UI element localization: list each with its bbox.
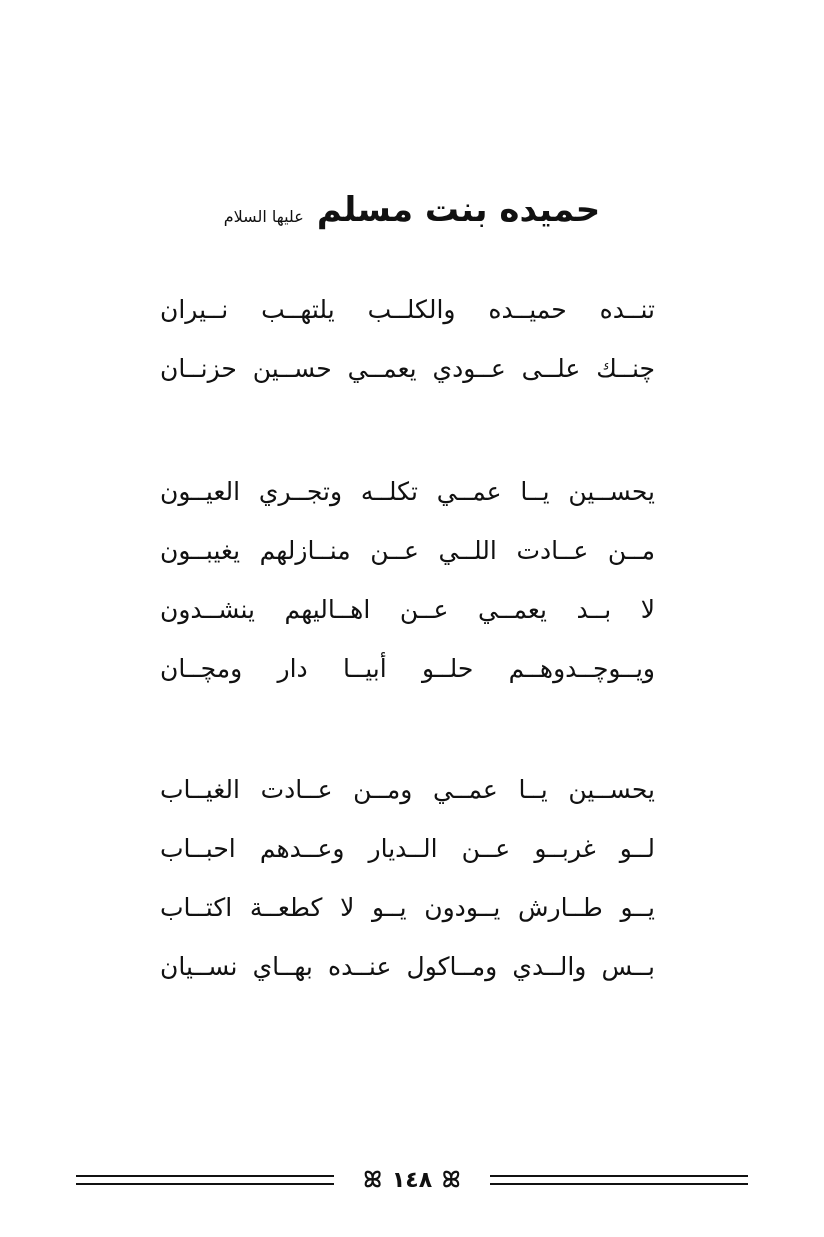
footer-rule-right bbox=[490, 1175, 748, 1185]
verse-line: چنــك علــى عــودي يعمــي حســين حزنــان bbox=[160, 354, 655, 383]
page-number-box bbox=[364, 1168, 461, 1193]
stanza-3 bbox=[160, 760, 655, 996]
verse-line: مــن عــادت اللــي عــن منــازلهم يغيبــون bbox=[160, 536, 655, 565]
stanza-1 bbox=[160, 280, 655, 398]
honorific-ligature: عليها السلام bbox=[223, 207, 304, 226]
stanza-2 bbox=[160, 462, 655, 698]
ornament-right-icon: ꕤ bbox=[442, 1167, 461, 1193]
verse-line: بــس والــدي ومــاكول عنــده بهــاي نســيان bbox=[160, 952, 655, 981]
title-text: حميده بنت مسلم bbox=[316, 190, 601, 230]
verse-line: ويــوچــدوهــم حلــو أبيــا دار ومچــان bbox=[160, 654, 655, 683]
verse-line: تنــده حميــده والكلــب يلتهــب نــيران bbox=[160, 295, 655, 324]
ornament-left-icon: ꕤ bbox=[363, 1167, 382, 1193]
verse-line: لا بــد يعمــي عــن اهــاليهم ينشــدون bbox=[160, 595, 655, 624]
verse-line: لــو غربــو عــن الــديار وعــدهم احبــاب bbox=[160, 834, 655, 863]
verse-line: يحســين يــا عمــي ومــن عــادت الغيــاب bbox=[160, 775, 655, 804]
page-number: ١٤٨ bbox=[391, 1167, 433, 1193]
poem-title bbox=[0, 190, 824, 230]
verse-line: يــو طــارش يــودون يــو لا كطعــة اكتــاب bbox=[160, 893, 655, 922]
page-footer bbox=[76, 1160, 748, 1200]
verse-line: يحســين يــا عمــي تكلــه وتجــري العيــون bbox=[160, 477, 655, 506]
footer-rule-left bbox=[76, 1175, 334, 1185]
